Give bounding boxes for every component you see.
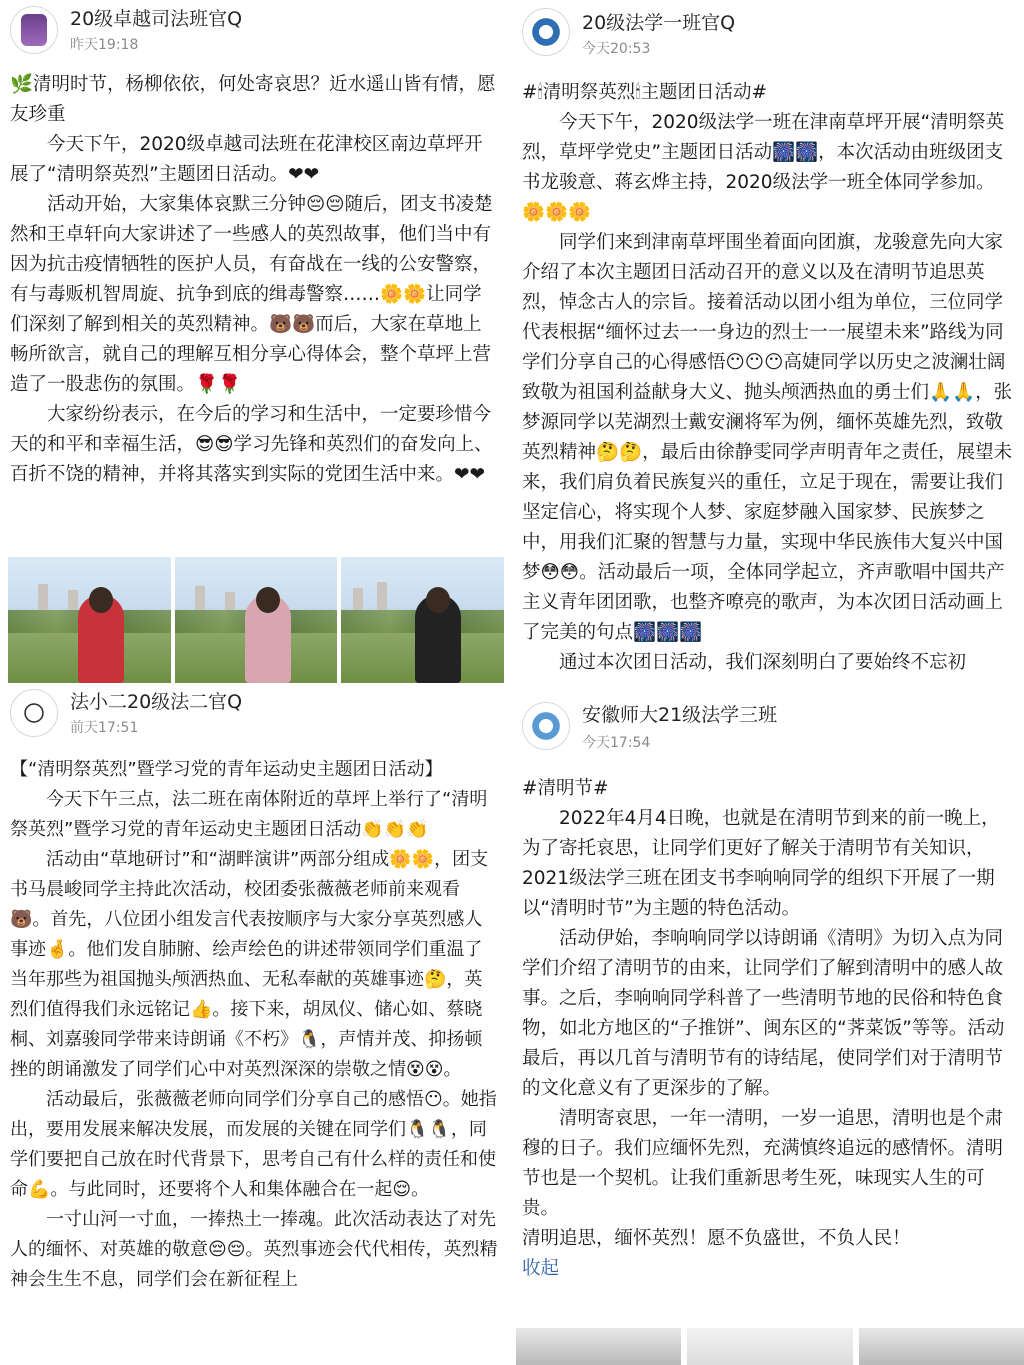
post-time: 今天20:53	[582, 41, 651, 57]
post-body	[0, 743, 508, 1295]
avatar[interactable]	[522, 702, 570, 750]
poster-name[interactable]: 法小二20级法二官Q	[70, 691, 243, 713]
avatar[interactable]	[10, 6, 58, 54]
post-paragraph: 2022年4月4日晚，也就是在清明节到来的前一晚上，为了寄托哀思，让同学们更好了解关于清明节有关知识，2021级法学三班在团支书李响响同学的组织下开展了一期以“清明时节”为主题的特色活动。	[522, 808, 1000, 919]
avatar[interactable]	[10, 689, 58, 737]
photo-thumbnail[interactable]	[687, 1328, 852, 1365]
post-paragraph: #🕯清明祭英烈🕯主题团日活动#	[522, 82, 768, 103]
poster-name[interactable]: 20级卓越司法班官Q	[70, 8, 243, 30]
post-body	[0, 60, 508, 490]
post-paragraph: 今天下午，2020级卓越司法班在花津校区南边草坪开展了“清明祭英烈”主题团日活动。❤❤	[10, 134, 483, 185]
photo-gallery	[8, 557, 504, 683]
post-paragraph: 同学们来到津南草坪围坐着面向团旗，龙骏意先向大家介绍了本次主题团日活动召开的意义以及在清明节追思英烈，悼念古人的宗旨。接着活动以团小组为单位，三位同学代表根据“缅怀过去一一身边的烈士一一展望未来”路线为同学们分享自己的心得感悟😶😶😶高婕同学以历史之波澜壮阔致敬为祖国利益献身大义、抛头颅洒热血的勇士们🙏🙏，张梦源同学以芜湖烈士戴安澜将军为例，缅怀英雄先烈，致敬英烈精神🤔🤔，最后由徐静雯同学声明青年之责任，展望未来，我们肩负着民族复兴的重任，立足于现在，需要让我们坚定信心，将实现个人梦、家庭梦融入国家梦、民族梦之中，用我们汇聚的智慧与力量，实现中华民族伟大复兴中国梦😳😳。活动最后一项，全体同学起立，齐声歌唱中国共产主义青年团团歌，也整齐嘹亮的歌声，为本次团日活动画上了完美的句点🎆🎆🎆	[522, 232, 1013, 643]
poster-name[interactable]: 20级法学一班官Q	[582, 12, 736, 34]
photo-thumbnail[interactable]	[8, 557, 171, 683]
post-paragraph: 大家纷纷表示，在今后的学习和生活中，一定要珍惜今天的和平和幸福生活，😎😎学习先锋和英烈们的奋发向上、百折不饶的精神，并将其落实到实际的党团生活中来。❤❤	[10, 404, 493, 485]
post-ahnu-faxue-sanban	[512, 690, 1024, 1328]
post-paragraph: 清明追思，缅怀英烈！愿不负盛世，不负人民！	[522, 1228, 911, 1249]
post-paragraph: #清明节#	[522, 778, 609, 799]
collapse-link[interactable]: 收起	[522, 1258, 560, 1279]
post-paragraph: 活动伊始，李响响同学以诗朗诵《清明》为切入点为同学们介绍了清明节的由来，让同学们了解到清明中的感人故事。之后，李响响同学科普了一些清明节地的民俗和特色食物，如北方地区的“子推饼”、闽东区的“荠菜饭”等等。活动最后，再以几首与清明节有的诗结尾，使同学们对于清明节的文化意义有了更深步的了解。	[522, 928, 1005, 1099]
post-fa-erban	[0, 683, 508, 1365]
post-paragraph: 今天下午三点，法二班在南体附近的草坪上举行了“清明祭英烈”暨学习党的青年运动史主题团日活动👏👏👏	[10, 789, 488, 840]
post-time: 昨天19:18	[70, 37, 139, 53]
post-paragraph: 清明寄哀思，一年一清明，一岁一追思，清明也是个肃穆的日子。我们应缅怀先烈，充满慎终追远的感情怀。清明节也是一个契机。让我们重新思考生死，味现实人生的可贵。	[522, 1108, 1004, 1219]
post-paragraph: 活动最后，张薇薇老师向同学们分享自己的感悟😶。她指出，要用发展来解决发展，而发展的关键在同学们🐧🐧，同学们要把自己放在时代背景下，思考自己有什么样的责任和使命💪。与此同时，还要将个人和集体融合在一起😌。	[10, 1089, 497, 1200]
photo-thumbnail[interactable]	[859, 1328, 1024, 1365]
post-header	[0, 683, 508, 743]
post-paragraph: 通过本次团日活动，我们深刻明白了要始终不忘初	[559, 652, 967, 673]
poster-name[interactable]: 安徽师大21级法学三班	[582, 704, 778, 726]
photo-gallery	[516, 1328, 1024, 1365]
post-paragraph: 活动由“草地研讨”和“湖畔演讲”两部分组成🌼🌼，团支书马晨峻同学主持此次活动，校团委张薇薇老师前来观看🐻。首先，八位团小组发言代表按顺序与大家分享英烈感人事迹🤞。他们发自肺腑、绘声绘色的讲述带领同学们重温了当年那些为祖国抛头颅洒热血、无私奉献的英雄事迹🤔，英烈们值得我们永远铭记👍。接下来，胡凤仪、储心如、蔡晓桐、刘嘉骏同学带来诗朗诵《不朽》🐧，声情并茂、抑扬顿挫的朗诵激发了同学们心中对英烈深深的崇敬之情😵😵。	[10, 849, 489, 1080]
post-zhuoyue	[0, 0, 508, 552]
post-header	[512, 0, 1024, 62]
post-header	[0, 0, 508, 60]
post-paragraph: 🌿清明时节，杨柳依依，何处寄哀思？近水遥山皆有情，愿友珍重	[10, 74, 496, 125]
photo-thumbnail[interactable]	[516, 1328, 681, 1365]
post-faxue-yiban	[512, 0, 1024, 690]
photo-thumbnail[interactable]	[175, 557, 338, 683]
post-time: 今天17:54	[582, 735, 651, 751]
post-paragraph: 【“清明祭英烈”暨学习党的青年运动史主题团日活动】	[10, 759, 443, 780]
avatar[interactable]	[522, 8, 570, 56]
photo-thumbnail[interactable]	[341, 557, 504, 683]
post-paragraph: 一寸山河一寸血，一捧热土一捧魂。此次活动表达了对先人的缅怀、对英雄的敬意😔😔。英烈事迹会代代相传，英烈精神会生生不息，同学们会在新征程上	[10, 1209, 498, 1290]
post-time: 前天17:51	[70, 720, 139, 736]
post-body	[512, 62, 1024, 678]
post-body	[512, 760, 1024, 1284]
post-paragraph: 活动开始，大家集体哀默三分钟😔😔随后，团支书凌楚然和王卓轩向大家讲述了一些感人的英烈故事，他们当中有因为抗击疫情牺牲的医护人员，有奋战在一线的公安警察，有与毒贩机智周旋、抗争到底的缉毒警察……🌼🌼让同学们深刻了解到相关的英烈精神。🐻🐻而后，大家在草地上畅所欲言，就自己的理解互相分享心得体会，整个草坪上营造了一股悲伤的氛围。🌹🌹	[10, 194, 493, 395]
post-paragraph: 今天下午，2020级法学一班在津南草坪开展“清明祭英烈，草坪学党史”主题团日活动🎆🎆，本次活动由班级团支书龙骏意、蒋玄烨主持，2020级法学一班全体同学参加。🌼🌼🌼	[522, 112, 1005, 223]
post-header	[512, 690, 1024, 760]
